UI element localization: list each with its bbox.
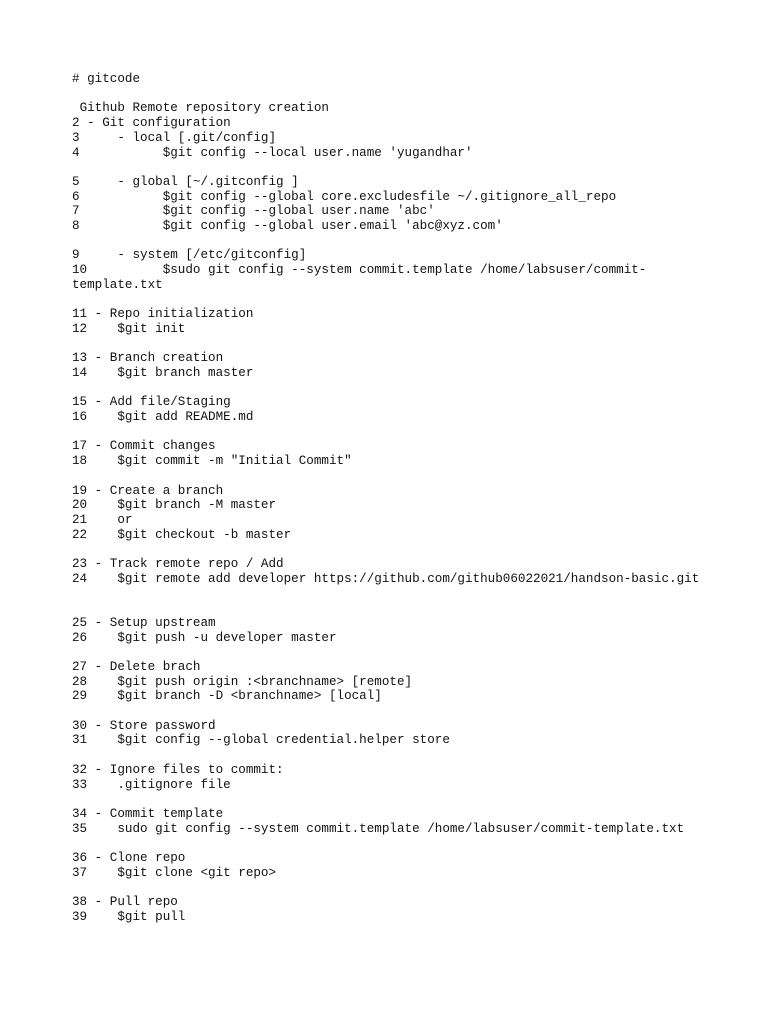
document-line: 30 - Store password (72, 718, 216, 733)
document-line: 39 $git pull (72, 909, 186, 924)
document-line: 27 - Delete brach (72, 659, 201, 674)
blank-line (72, 381, 712, 396)
blank-line (72, 704, 712, 719)
document-line: 17 - Commit changes (72, 439, 216, 454)
document-line: 2 - Git configuration (72, 116, 231, 131)
document-line: 32 - Ignore files to commit: (72, 762, 284, 777)
document-line: 22 $git checkout -b master (72, 527, 292, 542)
document-line: 24 $git remote add developer https://github.com/github06022021/handson-basic.git (72, 571, 700, 586)
document-line: 16 $git add README.md (72, 410, 254, 425)
document-line: 10 $sudo git config --system commit.template /home/labsuser/commit-template.txt (72, 263, 647, 292)
blank-line (72, 469, 712, 484)
document-line: 34 - Commit template (72, 806, 224, 821)
document-line: 26 $git push -u developer master (72, 630, 337, 645)
blank-line (72, 234, 712, 249)
document-line: 11 - Repo initialization (72, 307, 254, 322)
document-line: Github Remote repository creation (72, 101, 329, 116)
blank-line (72, 748, 712, 763)
blank-line (72, 293, 712, 308)
blank-line (72, 87, 712, 102)
document-line: 28 $git push origin :<branchname> [remote] (72, 674, 413, 689)
document-line: 6 $git config --global core.excludesfile ~/.gitignore_all_repo (72, 189, 617, 204)
document-line: 18 $git commit -m "Initial Commit" (72, 454, 352, 469)
document-line: 8 $git config --global user.email 'abc@xyz.com' (72, 219, 503, 233)
document-line: 23 - Track remote repo / Add (72, 557, 284, 572)
document-line: 36 - Clone repo (72, 851, 186, 866)
document-line: 12 $git init (72, 321, 186, 336)
document-line: 19 - Create a branch (72, 483, 224, 498)
document-line: 9 - system [/etc/gitconfig] (72, 248, 307, 263)
document-title: # gitcode (72, 72, 141, 86)
blank-line (72, 337, 712, 352)
document-line: 29 $git branch -D <branchname> [local] (72, 689, 382, 704)
document-line: 21 or (72, 512, 133, 527)
document-line: 13 - Branch creation (72, 351, 224, 366)
document-line: 20 $git branch -M master (72, 498, 277, 513)
document-lines (72, 101, 712, 924)
document-line: 3 - local [.git/config] (72, 130, 277, 145)
blank-line (72, 645, 712, 660)
blank-line (72, 160, 712, 175)
blank-line (72, 425, 712, 440)
blank-line (72, 601, 712, 616)
document-line: 7 $git config --global user.name 'abc' (72, 204, 435, 219)
document-line: 37 $git clone <git repo> (72, 865, 277, 880)
document-line: 35 sudo git config --system commit.template /home/labsuser/commit-template.txt (72, 821, 685, 836)
blank-line (72, 836, 712, 851)
blank-line (72, 880, 712, 895)
document-line: 5 - global [~/.gitconfig ] (72, 174, 299, 189)
document-line: 15 - Add file/Staging (72, 395, 231, 410)
document-line: 14 $git branch master (72, 365, 254, 380)
document-line: 31 $git config --global credential.helper store (72, 733, 450, 748)
document-line: 25 - Setup upstream (72, 615, 216, 630)
blank-line (72, 542, 712, 557)
document-body (72, 72, 712, 925)
blank-line (72, 792, 712, 807)
document-line: 4 $git config --local user.name 'yugandhar' (72, 145, 473, 160)
document-line: 38 - Pull repo (72, 895, 178, 910)
blank-line (72, 586, 712, 601)
document-line: 33 .gitignore file (72, 777, 231, 792)
